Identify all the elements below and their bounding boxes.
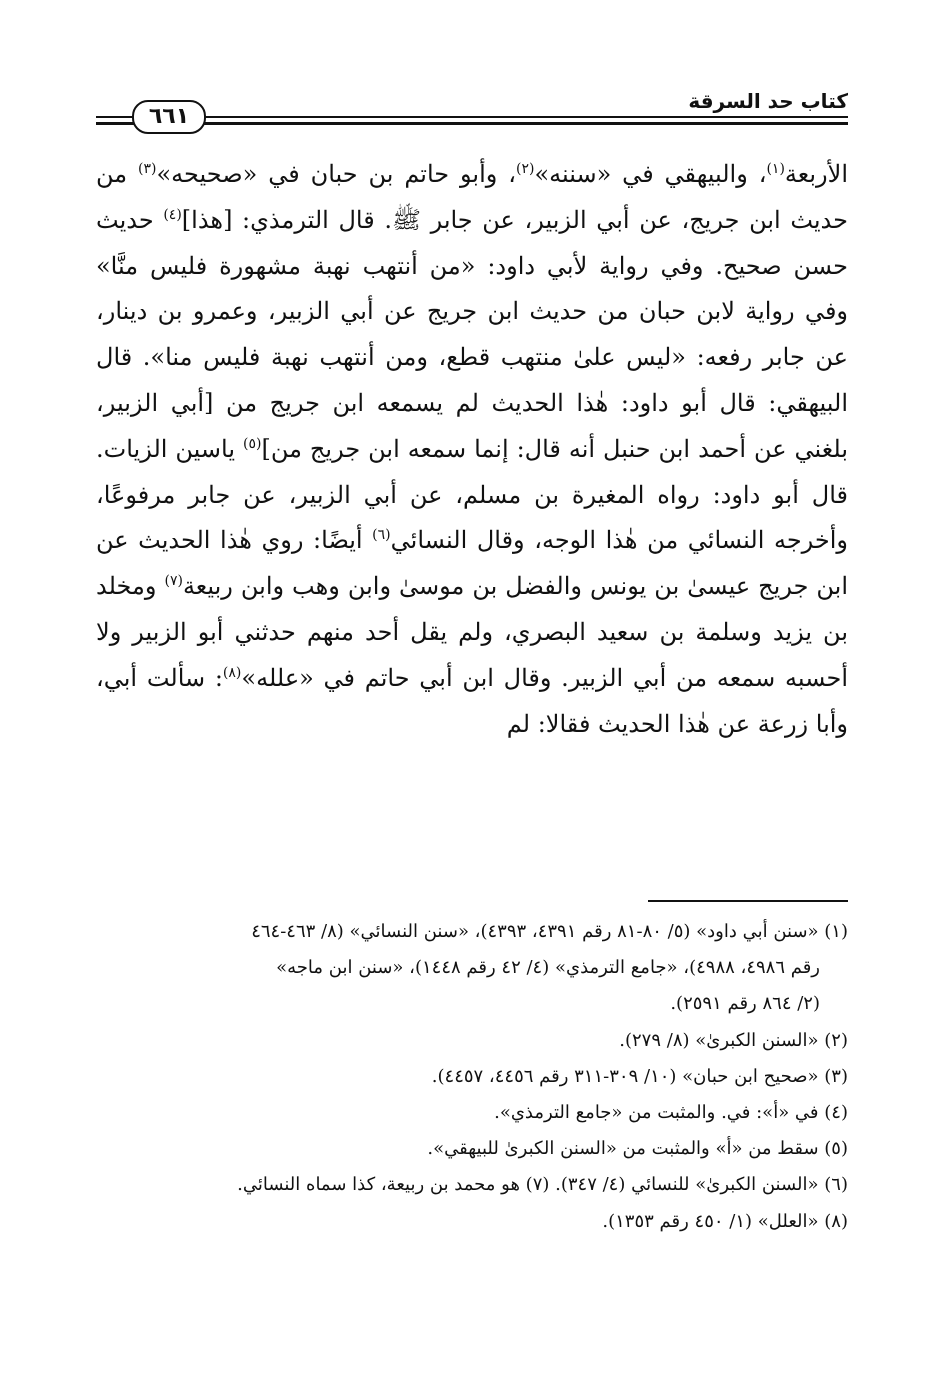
footnote-ref: (٥) xyxy=(242,435,262,452)
footnote-ref: (٣) xyxy=(138,161,157,177)
text-run: ياسين الزيات. قال أبو داود: رواه المغيرة بن مسلم، عن أبي الزبير، عن جابر مرفوعًا، وأخرجه النسائي من هٰذا الوجه، وقال النسائي xyxy=(96,434,848,555)
footnote-separator xyxy=(648,900,848,902)
footnote-line: (٢/ ٨٦٤ رقم ٢٥٩١). xyxy=(670,993,820,1015)
text-run: حديث حسن صحيح. وفي رواية لأبي داود: «من أنتهب نهبة مشهورة فليس منَّا» وفي رواية لابن حبان من حديث ابن جريج عن أبي الزبير، وعمرو بن دينار، عن جابر رفعه: «ليس علىٰ منتهب قطع، ومن أنتهب نهبة فليس منا». قال البيهقي: قال أبو داود: هٰذا الحديث لم يسمعه ابن جريج من [أبي الزبير، بلغني عن أحمد ابن حنبل أنه قال: إنما سمعه ابن جريج من] xyxy=(96,205,849,463)
text-run: ، والبيهقي في «سننه» xyxy=(534,160,767,188)
text-run: ومخلد بن يزيد وسلمة بن سعيد البصري، ولم يقل أحد منهم حدثني أبو الزبير ولا أحسبه سمعه من أبي الزبير. وقال ابن أبي حاتم في «علله» xyxy=(96,572,848,692)
main-text xyxy=(96,152,848,747)
footnotes xyxy=(96,914,848,1240)
footnote-line: (٤) في «أ»: في. والمثبت من «جامع الترمذي». xyxy=(494,1102,848,1124)
text-run: من حديث ابن جريج، عن أبي الزبير، عن جابر ﷺ. قال الترمذي: [هذا] xyxy=(96,160,848,234)
running-title: كتاب حد السرقة xyxy=(678,88,848,114)
main-paragraph xyxy=(96,152,848,747)
footnote-ref: (٤) xyxy=(163,206,182,223)
footnote-line: رقم ٤٩٨٦، ٤٩٨٨)، «جامع الترمذي» (٤/ ٤٢ رقم ١٤٤٨)، «سنن ابن ماجه» xyxy=(276,957,820,979)
footnote-line: (٢) «السنن الكبرىٰ» (٨/ ٢٧٩). xyxy=(619,1029,848,1051)
page-number: ٦٦١ xyxy=(132,100,206,134)
text-run: : سألت أبي، وأبا زرعة عن هٰذا الحديث فقالا: لم xyxy=(96,663,848,738)
footnote-line: (١) «سنن أبي داود» (٥/ ٨٠-٨١ رقم ٤٣٩١، ٤٣٩٣)، «سنن النسائي» (٨/ ٤٦٣-٤٦٤ xyxy=(251,921,848,942)
text-run: الأربعة xyxy=(784,160,848,188)
text-run: ، وأبو حاتم بن حبان في «صحيحه» xyxy=(156,160,516,188)
footnote-line: (٦) «السنن الكبرىٰ» للنسائي (٤/ ٣٤٧). (٧) هو محمد بن ربيعة، كذا سماه النسائي. xyxy=(237,1174,848,1196)
footnote-line: (٣) «صحيح ابن حبان» (١٠/ ٣٠٩-٣١١ رقم ٤٤٥٦، ٤٤٥٧). xyxy=(431,1065,848,1087)
footnote-ref: (١) xyxy=(766,161,785,177)
footnote-ref: (٧) xyxy=(164,573,183,590)
text-run: أيضًا: روي هٰذا الحديث عن ابن جريج عيسىٰ بن يونس والفضل بن موسىٰ وابن وهب وابن ربيعة xyxy=(96,526,849,601)
footnote-line: (٥) سقط من «أ» والمثبت من «السنن الكبرىٰ للبيهقي». xyxy=(427,1138,848,1160)
header-rule xyxy=(96,116,848,118)
footnote-line: (٨) «العلل» (١/ ٤٥٠ رقم ١٣٥٣). xyxy=(602,1210,848,1232)
footnote-ref: (٢) xyxy=(516,161,535,177)
page-header xyxy=(96,86,848,134)
footnote-ref: (٦) xyxy=(372,527,391,544)
footnote-ref: (٨) xyxy=(222,664,242,681)
header-rule-thick xyxy=(96,122,848,125)
